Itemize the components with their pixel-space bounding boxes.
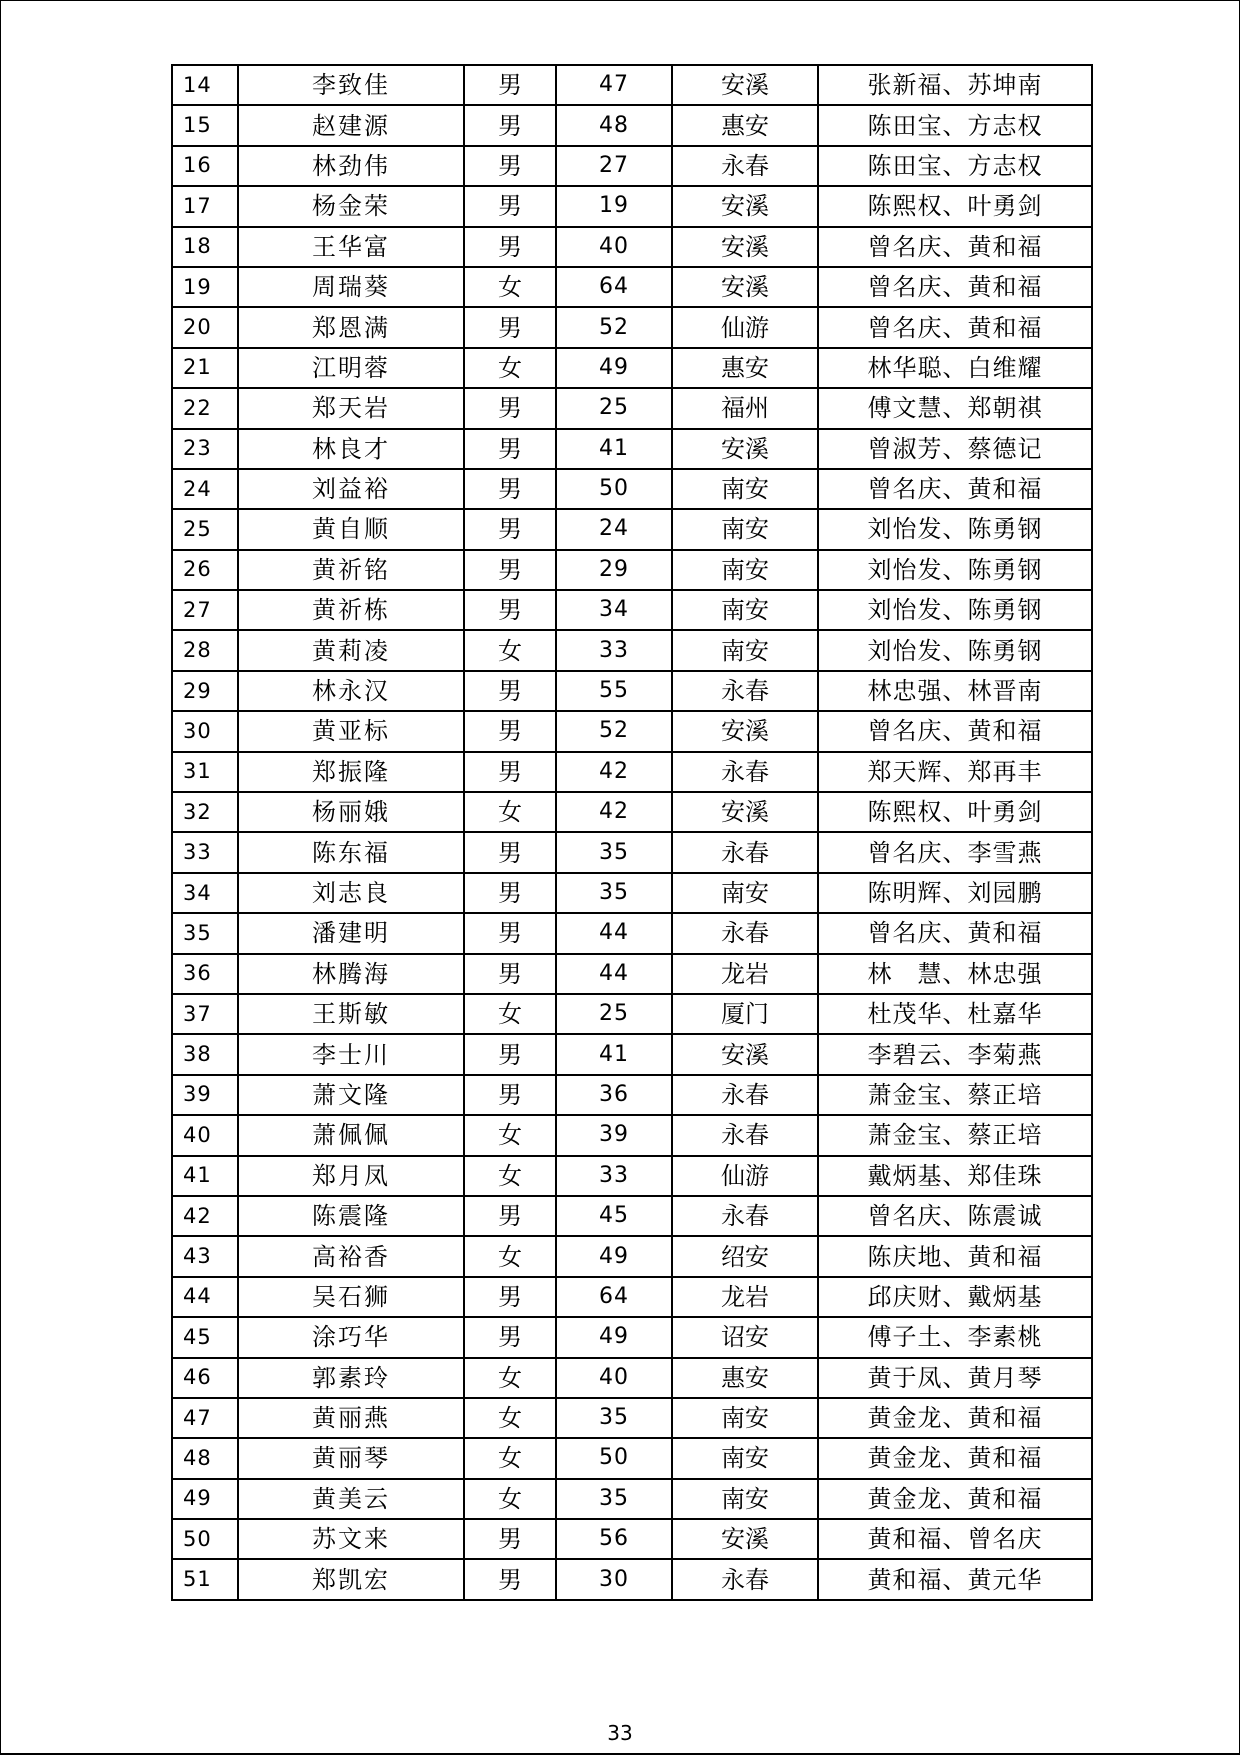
row-number-cell: 43 bbox=[172, 1236, 238, 1276]
row-number-cell: 16 bbox=[172, 146, 238, 186]
table-row bbox=[172, 429, 1092, 469]
table-row bbox=[172, 469, 1092, 509]
row-number-cell: 22 bbox=[172, 388, 238, 428]
table-row bbox=[172, 227, 1092, 267]
name-cell: 黄自顺 bbox=[238, 509, 464, 549]
table-row bbox=[172, 1479, 1092, 1519]
row-number-cell: 39 bbox=[172, 1075, 238, 1115]
age-cell: 27 bbox=[556, 146, 672, 186]
table-row bbox=[172, 994, 1092, 1034]
name-cell: 郑凯宏 bbox=[238, 1559, 464, 1599]
row-number-cell: 47 bbox=[172, 1398, 238, 1438]
gender-cell: 男 bbox=[464, 1559, 556, 1599]
age-cell: 50 bbox=[556, 1438, 672, 1478]
gender-cell: 男 bbox=[464, 1317, 556, 1357]
name-cell: 黄莉凌 bbox=[238, 630, 464, 670]
referrers-cell: 黄金龙、黄和福 bbox=[818, 1438, 1092, 1478]
table-row bbox=[172, 186, 1092, 226]
age-cell: 39 bbox=[556, 1115, 672, 1155]
origin-cell: 南安 bbox=[672, 1438, 818, 1478]
referrers-cell: 陈熙权、叶勇剑 bbox=[818, 792, 1092, 832]
age-cell: 19 bbox=[556, 186, 672, 226]
table-row bbox=[172, 590, 1092, 630]
gender-cell: 女 bbox=[464, 1156, 556, 1196]
roster-body bbox=[172, 65, 1092, 1600]
age-cell: 55 bbox=[556, 671, 672, 711]
referrers-cell: 傅文慧、郑朝祺 bbox=[818, 388, 1092, 428]
origin-cell: 永春 bbox=[672, 913, 818, 953]
gender-cell: 男 bbox=[464, 146, 556, 186]
age-cell: 30 bbox=[556, 1559, 672, 1599]
name-cell: 郑月凤 bbox=[238, 1156, 464, 1196]
table-row bbox=[172, 307, 1092, 347]
referrers-cell: 曾名庆、黄和福 bbox=[818, 913, 1092, 953]
referrers-cell: 刘怡发、陈勇钢 bbox=[818, 590, 1092, 630]
table-row bbox=[172, 267, 1092, 307]
table-row bbox=[172, 1236, 1092, 1276]
gender-cell: 女 bbox=[464, 267, 556, 307]
origin-cell: 南安 bbox=[672, 469, 818, 509]
row-number-cell: 37 bbox=[172, 994, 238, 1034]
table-row bbox=[172, 1277, 1092, 1317]
name-cell: 萧文隆 bbox=[238, 1075, 464, 1115]
table-row bbox=[172, 1559, 1092, 1599]
table-row bbox=[172, 348, 1092, 388]
referrers-cell: 林华聪、白维耀 bbox=[818, 348, 1092, 388]
row-number-cell: 33 bbox=[172, 832, 238, 872]
name-cell: 郑振隆 bbox=[238, 752, 464, 792]
name-cell: 黄祈栋 bbox=[238, 590, 464, 630]
row-number-cell: 36 bbox=[172, 954, 238, 994]
table-row bbox=[172, 1156, 1092, 1196]
age-cell: 50 bbox=[556, 469, 672, 509]
origin-cell: 惠安 bbox=[672, 1358, 818, 1398]
referrers-cell: 黄于凤、黄月琴 bbox=[818, 1358, 1092, 1398]
gender-cell: 女 bbox=[464, 630, 556, 670]
member-roster-table bbox=[171, 64, 1093, 1601]
row-number-cell: 35 bbox=[172, 913, 238, 953]
referrers-cell: 黄和福、黄元华 bbox=[818, 1559, 1092, 1599]
referrers-cell: 曾名庆、黄和福 bbox=[818, 469, 1092, 509]
gender-cell: 男 bbox=[464, 711, 556, 751]
table-row bbox=[172, 1034, 1092, 1074]
origin-cell: 南安 bbox=[672, 873, 818, 913]
gender-cell: 男 bbox=[464, 469, 556, 509]
name-cell: 杨丽娥 bbox=[238, 792, 464, 832]
row-number-cell: 44 bbox=[172, 1277, 238, 1317]
gender-cell: 男 bbox=[464, 105, 556, 145]
age-cell: 49 bbox=[556, 1236, 672, 1276]
age-cell: 52 bbox=[556, 307, 672, 347]
name-cell: 苏文来 bbox=[238, 1519, 464, 1559]
age-cell: 48 bbox=[556, 105, 672, 145]
row-number-cell: 26 bbox=[172, 550, 238, 590]
origin-cell: 安溪 bbox=[672, 711, 818, 751]
table-row bbox=[172, 1317, 1092, 1357]
name-cell: 郑恩满 bbox=[238, 307, 464, 347]
table-row bbox=[172, 1519, 1092, 1559]
table-row bbox=[172, 954, 1092, 994]
age-cell: 64 bbox=[556, 267, 672, 307]
age-cell: 33 bbox=[556, 1156, 672, 1196]
age-cell: 44 bbox=[556, 913, 672, 953]
referrers-cell: 曾名庆、黄和福 bbox=[818, 267, 1092, 307]
age-cell: 64 bbox=[556, 1277, 672, 1317]
name-cell: 杨金荣 bbox=[238, 186, 464, 226]
gender-cell: 男 bbox=[464, 1519, 556, 1559]
origin-cell: 惠安 bbox=[672, 105, 818, 145]
gender-cell: 男 bbox=[464, 65, 556, 105]
age-cell: 49 bbox=[556, 1317, 672, 1357]
age-cell: 35 bbox=[556, 1479, 672, 1519]
origin-cell: 安溪 bbox=[672, 792, 818, 832]
origin-cell: 安溪 bbox=[672, 429, 818, 469]
gender-cell: 男 bbox=[464, 1196, 556, 1236]
row-number-cell: 17 bbox=[172, 186, 238, 226]
origin-cell: 龙岩 bbox=[672, 1277, 818, 1317]
referrers-cell: 曾名庆、陈震诚 bbox=[818, 1196, 1092, 1236]
referrers-cell: 陈田宝、方志权 bbox=[818, 105, 1092, 145]
row-number-cell: 27 bbox=[172, 590, 238, 630]
origin-cell: 南安 bbox=[672, 550, 818, 590]
row-number-cell: 24 bbox=[172, 469, 238, 509]
referrers-cell: 陈熙权、叶勇剑 bbox=[818, 186, 1092, 226]
row-number-cell: 38 bbox=[172, 1034, 238, 1074]
referrers-cell: 李碧云、李菊燕 bbox=[818, 1034, 1092, 1074]
gender-cell: 男 bbox=[464, 388, 556, 428]
name-cell: 涂巧华 bbox=[238, 1317, 464, 1357]
origin-cell: 南安 bbox=[672, 1398, 818, 1438]
row-number-cell: 41 bbox=[172, 1156, 238, 1196]
origin-cell: 南安 bbox=[672, 1479, 818, 1519]
age-cell: 44 bbox=[556, 954, 672, 994]
row-number-cell: 20 bbox=[172, 307, 238, 347]
gender-cell: 男 bbox=[464, 509, 556, 549]
referrers-cell: 萧金宝、蔡正培 bbox=[818, 1075, 1092, 1115]
table-row bbox=[172, 550, 1092, 590]
name-cell: 黄丽琴 bbox=[238, 1438, 464, 1478]
name-cell: 江明蓉 bbox=[238, 348, 464, 388]
origin-cell: 永春 bbox=[672, 752, 818, 792]
gender-cell: 女 bbox=[464, 1438, 556, 1478]
table-row bbox=[172, 752, 1092, 792]
origin-cell: 厦门 bbox=[672, 994, 818, 1034]
row-number-cell: 32 bbox=[172, 792, 238, 832]
gender-cell: 男 bbox=[464, 1075, 556, 1115]
row-number-cell: 51 bbox=[172, 1559, 238, 1599]
referrers-cell: 陈明辉、刘园鹏 bbox=[818, 873, 1092, 913]
gender-cell: 男 bbox=[464, 954, 556, 994]
table-row bbox=[172, 105, 1092, 145]
referrers-cell: 曾名庆、李雪燕 bbox=[818, 832, 1092, 872]
origin-cell: 永春 bbox=[672, 1115, 818, 1155]
origin-cell: 诏安 bbox=[672, 1317, 818, 1357]
origin-cell: 安溪 bbox=[672, 1519, 818, 1559]
table-row bbox=[172, 630, 1092, 670]
referrers-cell: 邱庆财、戴炳基 bbox=[818, 1277, 1092, 1317]
origin-cell: 南安 bbox=[672, 630, 818, 670]
table-row bbox=[172, 1115, 1092, 1155]
name-cell: 林劲伟 bbox=[238, 146, 464, 186]
origin-cell: 安溪 bbox=[672, 65, 818, 105]
table-row bbox=[172, 65, 1092, 105]
table-row bbox=[172, 913, 1092, 953]
name-cell: 王斯敏 bbox=[238, 994, 464, 1034]
gender-cell: 男 bbox=[464, 832, 556, 872]
age-cell: 29 bbox=[556, 550, 672, 590]
row-number-cell: 31 bbox=[172, 752, 238, 792]
table-row bbox=[172, 1075, 1092, 1115]
age-cell: 35 bbox=[556, 832, 672, 872]
gender-cell: 男 bbox=[464, 550, 556, 590]
gender-cell: 男 bbox=[464, 1277, 556, 1317]
age-cell: 35 bbox=[556, 873, 672, 913]
row-number-cell: 45 bbox=[172, 1317, 238, 1357]
gender-cell: 男 bbox=[464, 186, 556, 226]
name-cell: 陈震隆 bbox=[238, 1196, 464, 1236]
gender-cell: 女 bbox=[464, 1236, 556, 1276]
name-cell: 王华富 bbox=[238, 227, 464, 267]
origin-cell: 永春 bbox=[672, 671, 818, 711]
gender-cell: 男 bbox=[464, 873, 556, 913]
gender-cell: 女 bbox=[464, 1479, 556, 1519]
origin-cell: 龙岩 bbox=[672, 954, 818, 994]
origin-cell: 仙游 bbox=[672, 1156, 818, 1196]
row-number-cell: 21 bbox=[172, 348, 238, 388]
name-cell: 林永汉 bbox=[238, 671, 464, 711]
table-row bbox=[172, 1398, 1092, 1438]
origin-cell: 永春 bbox=[672, 1075, 818, 1115]
origin-cell: 南安 bbox=[672, 590, 818, 630]
gender-cell: 女 bbox=[464, 1358, 556, 1398]
referrers-cell: 刘怡发、陈勇钢 bbox=[818, 509, 1092, 549]
origin-cell: 惠安 bbox=[672, 348, 818, 388]
referrers-cell: 陈田宝、方志权 bbox=[818, 146, 1092, 186]
gender-cell: 女 bbox=[464, 792, 556, 832]
row-number-cell: 15 bbox=[172, 105, 238, 145]
referrers-cell: 黄金龙、黄和福 bbox=[818, 1479, 1092, 1519]
row-number-cell: 49 bbox=[172, 1479, 238, 1519]
name-cell: 萧佩佩 bbox=[238, 1115, 464, 1155]
name-cell: 陈东福 bbox=[238, 832, 464, 872]
origin-cell: 南安 bbox=[672, 509, 818, 549]
gender-cell: 男 bbox=[464, 1034, 556, 1074]
row-number-cell: 18 bbox=[172, 227, 238, 267]
age-cell: 56 bbox=[556, 1519, 672, 1559]
referrers-cell: 林忠强、林晋南 bbox=[818, 671, 1092, 711]
table-row bbox=[172, 873, 1092, 913]
name-cell: 黄祈铭 bbox=[238, 550, 464, 590]
age-cell: 47 bbox=[556, 65, 672, 105]
name-cell: 黄丽燕 bbox=[238, 1398, 464, 1438]
name-cell: 刘志良 bbox=[238, 873, 464, 913]
gender-cell: 男 bbox=[464, 429, 556, 469]
referrers-cell: 戴炳基、郑佳珠 bbox=[818, 1156, 1092, 1196]
name-cell: 林腾海 bbox=[238, 954, 464, 994]
referrers-cell: 林 慧、林忠强 bbox=[818, 954, 1092, 994]
referrers-cell: 萧金宝、蔡正培 bbox=[818, 1115, 1092, 1155]
age-cell: 45 bbox=[556, 1196, 672, 1236]
row-number-cell: 19 bbox=[172, 267, 238, 307]
age-cell: 42 bbox=[556, 752, 672, 792]
row-number-cell: 29 bbox=[172, 671, 238, 711]
origin-cell: 永春 bbox=[672, 832, 818, 872]
origin-cell: 安溪 bbox=[672, 227, 818, 267]
row-number-cell: 48 bbox=[172, 1438, 238, 1478]
name-cell: 高裕香 bbox=[238, 1236, 464, 1276]
origin-cell: 永春 bbox=[672, 1559, 818, 1599]
name-cell: 林良才 bbox=[238, 429, 464, 469]
row-number-cell: 23 bbox=[172, 429, 238, 469]
age-cell: 41 bbox=[556, 1034, 672, 1074]
age-cell: 33 bbox=[556, 630, 672, 670]
referrers-cell: 曾名庆、黄和福 bbox=[818, 307, 1092, 347]
table-row bbox=[172, 711, 1092, 751]
referrers-cell: 杜茂华、杜嘉华 bbox=[818, 994, 1092, 1034]
gender-cell: 女 bbox=[464, 1115, 556, 1155]
table-row bbox=[172, 792, 1092, 832]
gender-cell: 男 bbox=[464, 752, 556, 792]
referrers-cell: 郑天辉、郑再丰 bbox=[818, 752, 1092, 792]
referrers-cell: 张新福、苏坤南 bbox=[818, 65, 1092, 105]
name-cell: 郑天岩 bbox=[238, 388, 464, 428]
row-number-cell: 46 bbox=[172, 1358, 238, 1398]
gender-cell: 女 bbox=[464, 348, 556, 388]
row-number-cell: 50 bbox=[172, 1519, 238, 1559]
age-cell: 42 bbox=[556, 792, 672, 832]
name-cell: 潘建明 bbox=[238, 913, 464, 953]
origin-cell: 安溪 bbox=[672, 267, 818, 307]
referrers-cell: 黄金龙、黄和福 bbox=[818, 1398, 1092, 1438]
table-row bbox=[172, 146, 1092, 186]
age-cell: 40 bbox=[556, 1358, 672, 1398]
name-cell: 李致佳 bbox=[238, 65, 464, 105]
table-row bbox=[172, 1438, 1092, 1478]
gender-cell: 男 bbox=[464, 307, 556, 347]
gender-cell: 男 bbox=[464, 227, 556, 267]
row-number-cell: 28 bbox=[172, 630, 238, 670]
age-cell: 49 bbox=[556, 348, 672, 388]
origin-cell: 永春 bbox=[672, 1196, 818, 1236]
gender-cell: 女 bbox=[464, 994, 556, 1034]
gender-cell: 女 bbox=[464, 1398, 556, 1438]
row-number-cell: 42 bbox=[172, 1196, 238, 1236]
row-number-cell: 30 bbox=[172, 711, 238, 751]
referrers-cell: 曾淑芳、蔡德记 bbox=[818, 429, 1092, 469]
name-cell: 黄美云 bbox=[238, 1479, 464, 1519]
table-row bbox=[172, 509, 1092, 549]
name-cell: 赵建源 bbox=[238, 105, 464, 145]
age-cell: 25 bbox=[556, 388, 672, 428]
gender-cell: 男 bbox=[464, 590, 556, 630]
gender-cell: 男 bbox=[464, 671, 556, 711]
referrers-cell: 曾名庆、黄和福 bbox=[818, 711, 1092, 751]
name-cell: 刘益裕 bbox=[238, 469, 464, 509]
name-cell: 周瑞葵 bbox=[238, 267, 464, 307]
referrers-cell: 刘怡发、陈勇钢 bbox=[818, 630, 1092, 670]
age-cell: 34 bbox=[556, 590, 672, 630]
age-cell: 52 bbox=[556, 711, 672, 751]
referrers-cell: 曾名庆、黄和福 bbox=[818, 227, 1092, 267]
referrers-cell: 黄和福、曾名庆 bbox=[818, 1519, 1092, 1559]
table-row bbox=[172, 1358, 1092, 1398]
age-cell: 24 bbox=[556, 509, 672, 549]
origin-cell: 永春 bbox=[672, 146, 818, 186]
referrers-cell: 傅子土、李素桃 bbox=[818, 1317, 1092, 1357]
row-number-cell: 34 bbox=[172, 873, 238, 913]
table-row bbox=[172, 388, 1092, 428]
origin-cell: 安溪 bbox=[672, 186, 818, 226]
origin-cell: 绍安 bbox=[672, 1236, 818, 1276]
age-cell: 35 bbox=[556, 1398, 672, 1438]
age-cell: 36 bbox=[556, 1075, 672, 1115]
table-row bbox=[172, 671, 1092, 711]
referrers-cell: 陈庆地、黄和福 bbox=[818, 1236, 1092, 1276]
page-number: 33 bbox=[607, 1721, 633, 1745]
table-row bbox=[172, 1196, 1092, 1236]
gender-cell: 男 bbox=[464, 913, 556, 953]
age-cell: 25 bbox=[556, 994, 672, 1034]
origin-cell: 福州 bbox=[672, 388, 818, 428]
name-cell: 郭素玲 bbox=[238, 1358, 464, 1398]
name-cell: 李士川 bbox=[238, 1034, 464, 1074]
row-number-cell: 14 bbox=[172, 65, 238, 105]
referrers-cell: 刘怡发、陈勇钢 bbox=[818, 550, 1092, 590]
age-cell: 41 bbox=[556, 429, 672, 469]
row-number-cell: 40 bbox=[172, 1115, 238, 1155]
table-row bbox=[172, 832, 1092, 872]
name-cell: 黄亚标 bbox=[238, 711, 464, 751]
row-number-cell: 25 bbox=[172, 509, 238, 549]
name-cell: 吴石狮 bbox=[238, 1277, 464, 1317]
origin-cell: 安溪 bbox=[672, 1034, 818, 1074]
age-cell: 40 bbox=[556, 227, 672, 267]
origin-cell: 仙游 bbox=[672, 307, 818, 347]
